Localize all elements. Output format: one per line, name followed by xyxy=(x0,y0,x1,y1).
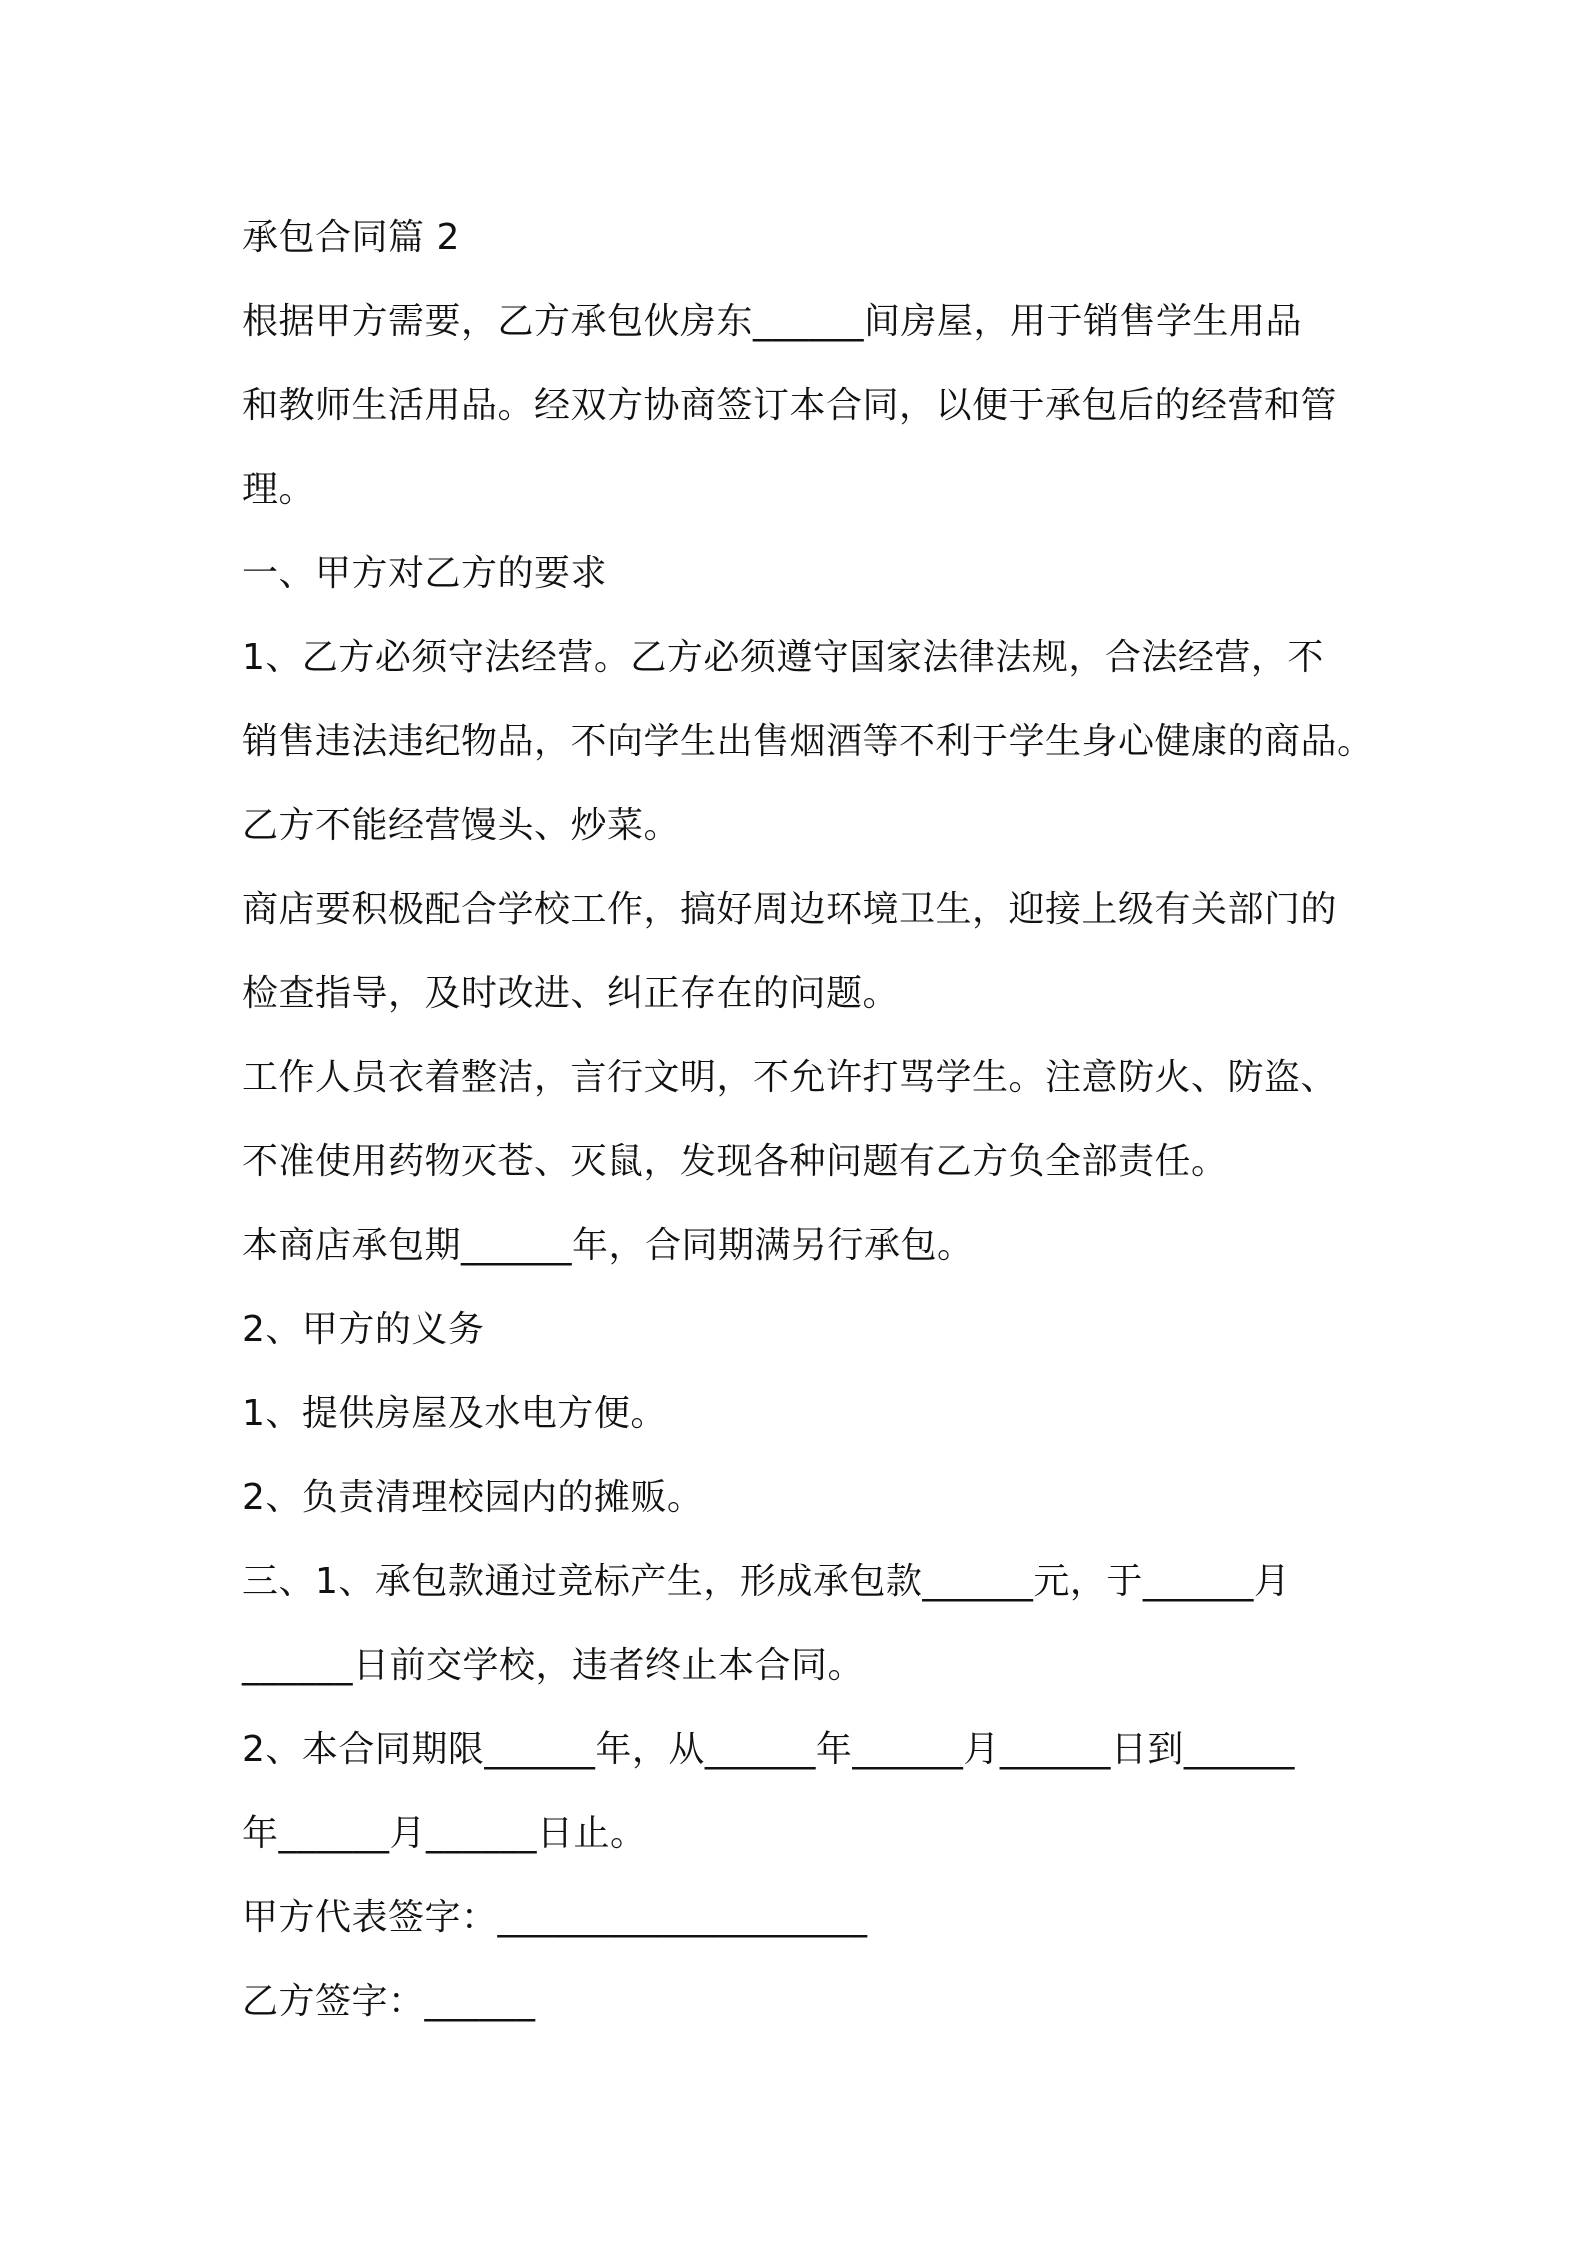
document-title: 承包合同篇 2 xyxy=(242,217,460,258)
text-line-requirement-1a: 1、乙方必须守法经营。乙方必须遵守国家法律法规，合法经营，不 xyxy=(242,637,1324,678)
text-line-requirement-2b: 检查指导，及时改进、纠正存在的问题。 xyxy=(242,973,900,1014)
text-line-intro-3: 理。 xyxy=(242,469,316,510)
text-line-intro-1: 根据甲方需要，乙方承包伙房东______间房屋，用于销售学生用品 xyxy=(242,301,1303,342)
signature-party-a: 甲方代表签字：____________________ xyxy=(242,1897,868,1938)
section-heading-obligations: 2、甲方的义务 xyxy=(242,1309,485,1350)
section-heading-requirements: 一、甲方对乙方的要求 xyxy=(242,553,608,594)
signature-party-b: 乙方签字：______ xyxy=(242,1981,536,2022)
text-line-contract-period: 本商店承包期______年，合同期满另行承包。 xyxy=(242,1225,974,1266)
text-line-requirement-3b: 不准使用药物灭苍、灭鼠，发现各种问题有乙方负全部责任。 xyxy=(242,1141,1228,1182)
text-line-payment-1a: 三、1、承包款通过竞标产生，形成承包款______元，于______月 xyxy=(242,1561,1291,1602)
text-line-requirement-2a: 商店要积极配合学校工作，搞好周边环境卫生，迎接上级有关部门的 xyxy=(242,889,1338,930)
text-line-requirement-3a: 工作人员衣着整洁，言行文明，不允许打骂学生。注意防火、防盗、 xyxy=(242,1057,1338,1098)
contract-document xyxy=(242,196,1372,2044)
text-line-term-b: 年______月______日止。 xyxy=(242,1813,647,1854)
text-line-intro-2: 和教师生活用品。经双方协商签订本合同，以便于承包后的经营和管 xyxy=(242,385,1338,426)
text-line-obligation-2: 2、负责清理校园内的摊贩。 xyxy=(242,1477,704,1518)
text-line-obligation-1: 1、提供房屋及水电方便。 xyxy=(242,1393,667,1434)
text-line-payment-1b: ______日前交学校，违者终止本合同。 xyxy=(242,1645,865,1686)
text-line-term-a: 2、本合同期限______年，从______年______月______日到______ xyxy=(242,1729,1295,1770)
text-line-requirement-1b: 销售违法违纪物品，不向学生出售烟酒等不利于学生身心健康的商品。 xyxy=(242,721,1374,762)
text-line-requirement-1c: 乙方不能经营馒头、炒菜。 xyxy=(242,805,681,846)
